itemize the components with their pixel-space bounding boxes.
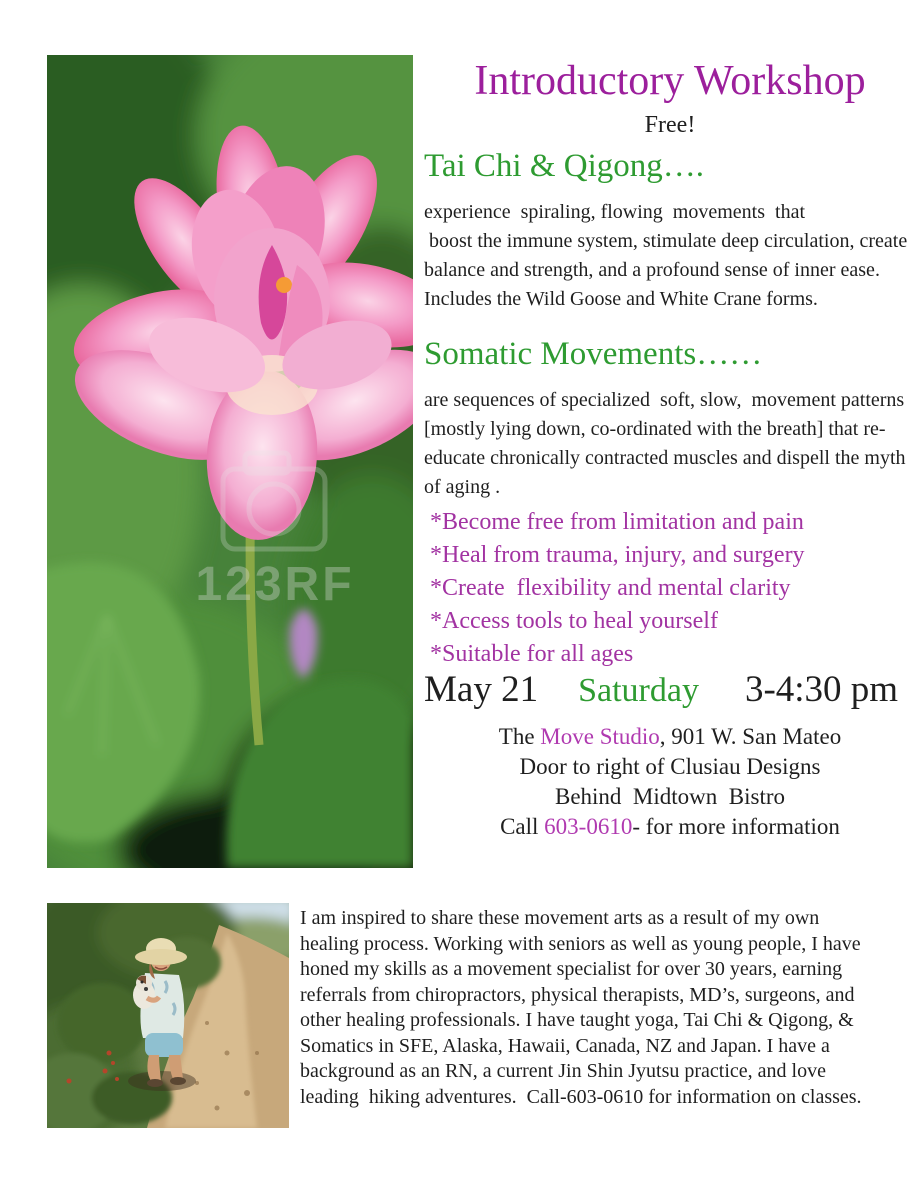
- call-label: Call: [500, 814, 545, 839]
- taichi-line: boost the immune system, stimulate deep circulation, create: [424, 230, 908, 252]
- venue-the: The: [498, 724, 541, 749]
- venue-line-address: [422, 722, 918, 752]
- benefit-item: *Create flexibility and mental clarity: [430, 575, 791, 601]
- schedule-time: 3-4:30 pm: [744, 669, 899, 710]
- taichi-heading: Tai Chi & Qigong….: [424, 148, 705, 184]
- free-label: Free!: [644, 112, 696, 138]
- bio-line: other healing professionals. I have taught yoga, Tai Chi & Qigong, &: [300, 1009, 854, 1031]
- taichi-line: Includes the Wild Goose and White Crane forms.: [424, 288, 818, 310]
- bio-line: healing process. Working with seniors as well as young people, I have: [300, 932, 861, 955]
- call-suffix: - for more information: [632, 814, 840, 839]
- venue-line-call: [422, 812, 918, 842]
- somatic-line: are sequences of specialized soft, slow, movement patterns: [424, 389, 905, 411]
- instructor-photo-art: [47, 903, 289, 1128]
- bio-paragraph: [300, 906, 862, 1110]
- lotus-photo-art: [47, 55, 413, 868]
- bio-line: referrals from chiropractors, physical therapists, MD’s, surgeons, and: [300, 983, 855, 1006]
- venue-line-door: Door to right of Clusiau Designs: [519, 754, 821, 779]
- bio-line: honed my skills as a movement specialist for over 30 years, earning: [300, 958, 843, 980]
- watermark-123rf: 123RF: [195, 558, 355, 611]
- bio-line: Somatics in SFE, Alaska, Hawaii, Canada, NZ and Japan. I have a: [300, 1034, 830, 1057]
- schedule-date: May 21: [424, 669, 539, 710]
- phone-number: 603-0610: [544, 814, 633, 839]
- benefit-item: *Become free from limitation and pain: [430, 509, 804, 535]
- page-title: Introductory Workshop: [474, 58, 866, 104]
- benefit-item: *Access tools to heal yourself: [430, 608, 718, 634]
- taichi-line: experience spiraling, flowing movements that: [424, 201, 806, 223]
- lotus-photo: [47, 55, 413, 868]
- taichi-line: balance and strength, and a profound sense of inner ease.: [424, 259, 880, 281]
- somatic-line: [mostly lying down, co-ordinated with the breath] that re-: [424, 418, 886, 440]
- somatic-line: of aging .: [424, 476, 501, 498]
- somatic-heading: Somatic Movements……: [424, 336, 763, 372]
- benefits-list: [430, 506, 805, 671]
- somatic-line: educate chronically contracted muscles and dispell the myth: [424, 447, 906, 469]
- venue-street: , 901 W. San Mateo: [659, 724, 842, 749]
- studio-name: Move Studio: [540, 724, 660, 749]
- somatic-paragraph: [424, 386, 918, 502]
- bio-line: background as an RN, a current Jin Shin Jyutsu practice, and love: [300, 1060, 826, 1082]
- bio-line: I am inspired to share these movement arts as a result of my own: [300, 907, 820, 929]
- schedule-row: [424, 668, 898, 711]
- venue-line-behind: Behind Midtown Bistro: [554, 784, 785, 809]
- flyer-text-column: [422, 0, 918, 880]
- bio-line: leading hiking adventures. Call-603-0610 for information on classes.: [300, 1085, 862, 1108]
- benefit-item: *Suitable for all ages: [430, 641, 634, 667]
- instructor-photo: [47, 903, 289, 1128]
- taichi-paragraph: [424, 198, 918, 314]
- benefit-item: *Heal from trauma, injury, and surgery: [430, 542, 805, 568]
- schedule-day: Saturday: [578, 672, 699, 709]
- venue-block: [422, 722, 918, 842]
